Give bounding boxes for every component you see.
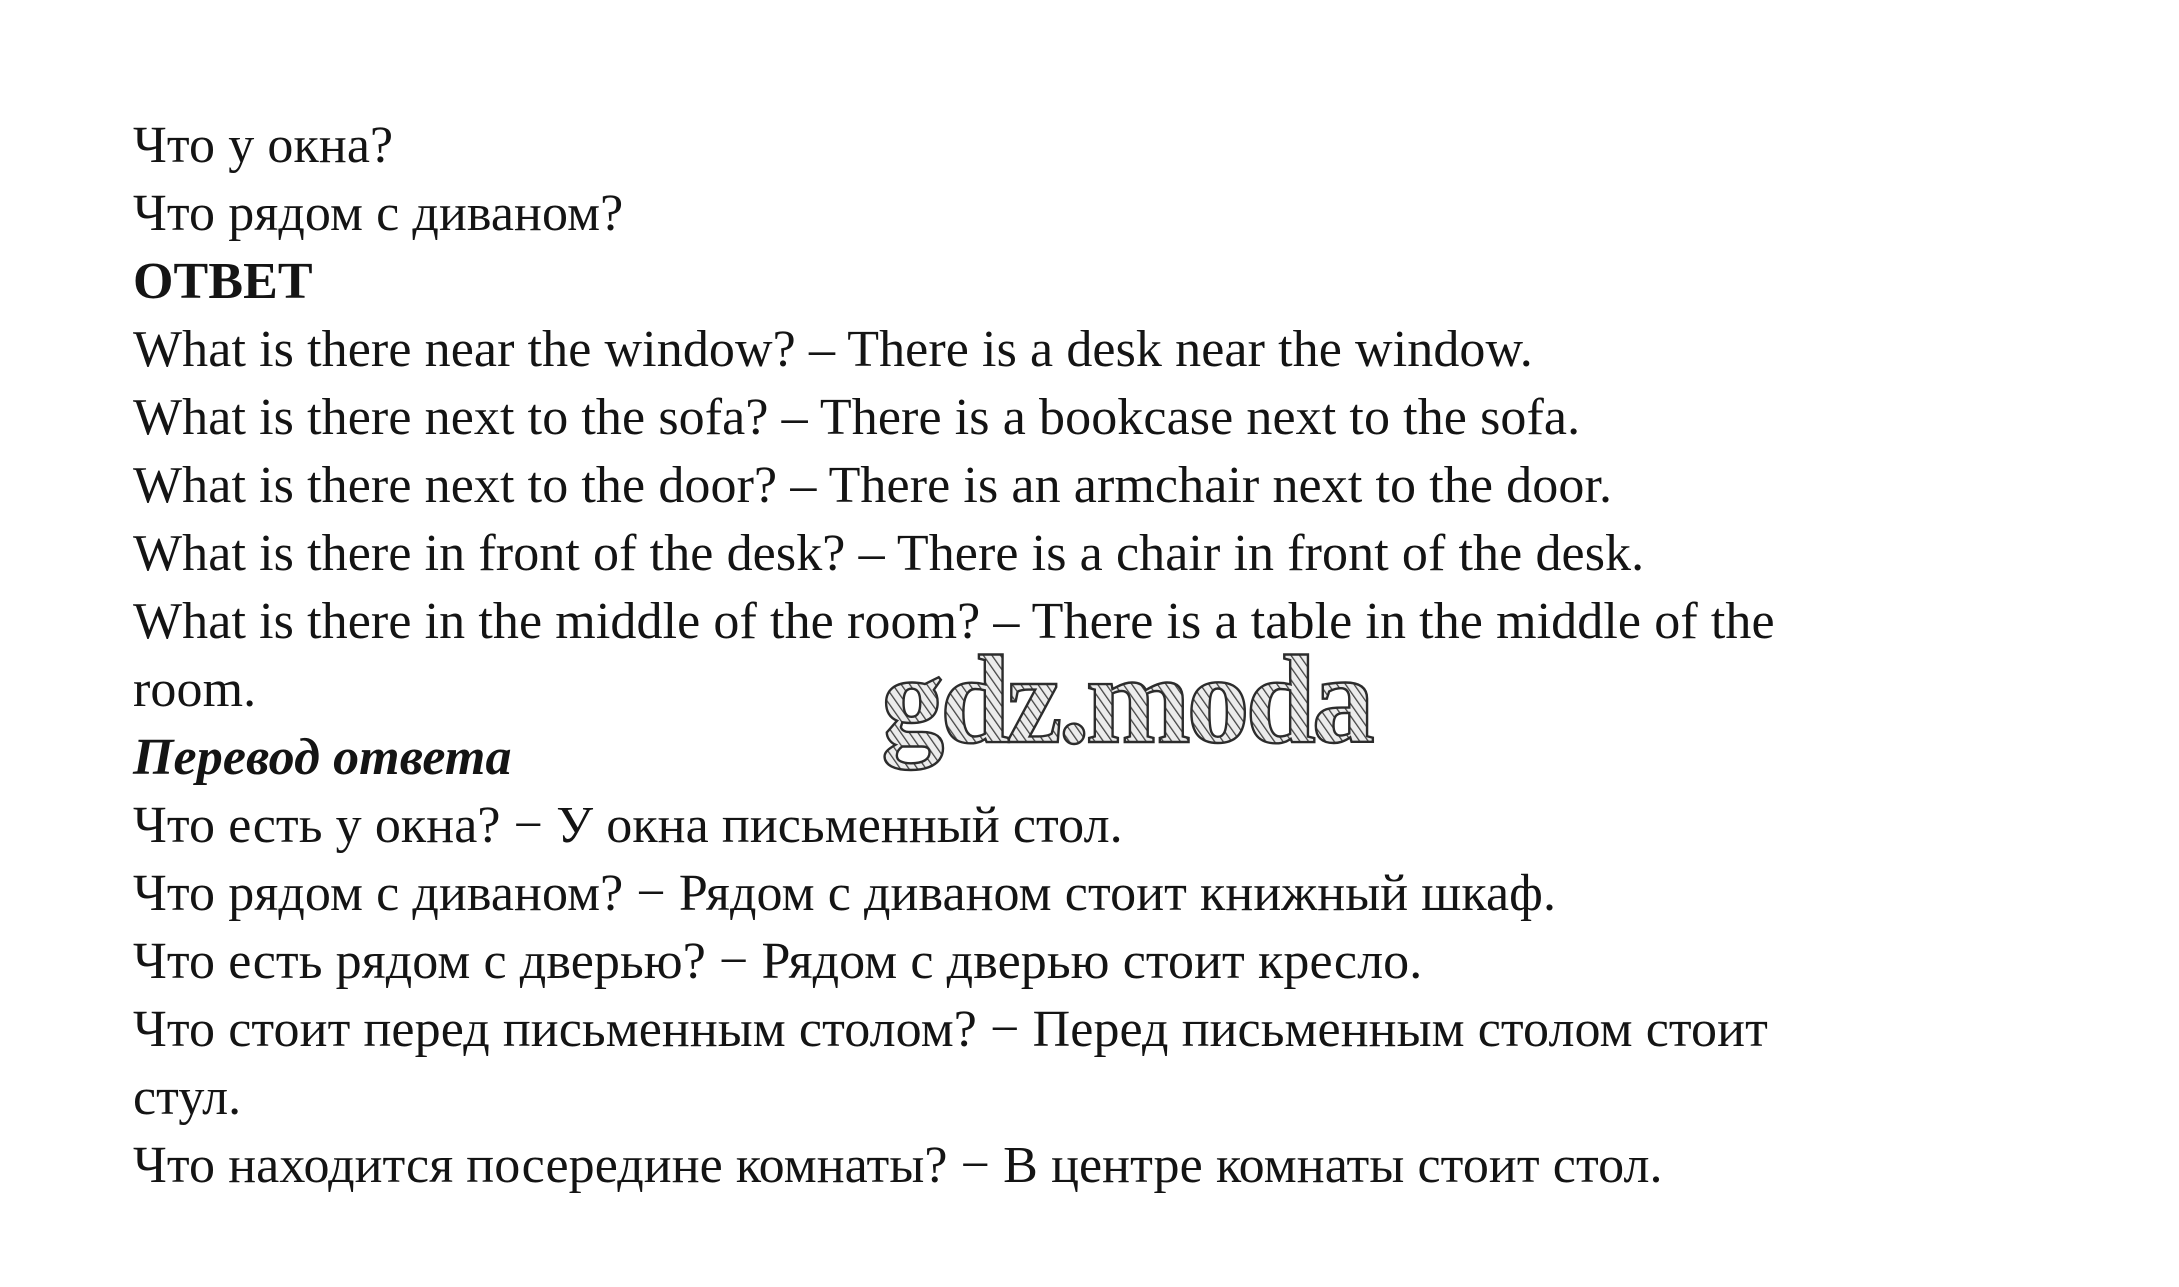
question-line: Что рядом с диваном? — [133, 185, 624, 242]
watermark-text: gdz.moda — [881, 640, 1371, 770]
answer-line: room. — [133, 661, 257, 718]
answer-line: What is there in front of the desk? – There is a chair in front of the desk. — [133, 525, 1645, 582]
answer-line: What is there near the window? – There is a desk near the window. — [133, 321, 1533, 378]
answer-line: What is there next to the door? – There is an armchair next to the door. — [133, 457, 1613, 514]
translation-line: Что находится посередине комнаты? − В центре комнаты стоит стол. — [133, 1137, 1663, 1194]
translation-line: Что стоит перед письменным столом? − Перед письменным столом стоит — [133, 1001, 1768, 1058]
document-page — [133, 112, 2093, 1200]
translation-line: Что есть рядом с дверью? − Рядом с дверью стоит кресло. — [133, 933, 1423, 990]
translation-line: Что рядом с диваном? − Рядом с диваном стоит книжный шкаф. — [133, 865, 1557, 922]
answer-heading: ОТВЕТ — [133, 253, 313, 310]
translation-heading: Перевод ответа — [133, 729, 512, 786]
answer-line: What is there next to the sofa? – There is a bookcase next to the sofa. — [133, 389, 1581, 446]
answer-line: What is there in the middle of the room? – There is a table in the middle of the — [133, 593, 1775, 650]
question-line: Что у окна? — [133, 117, 394, 174]
translation-line: Что есть у окна? − У окна письменный стол. — [133, 797, 1123, 854]
translation-line: стул. — [133, 1069, 242, 1126]
